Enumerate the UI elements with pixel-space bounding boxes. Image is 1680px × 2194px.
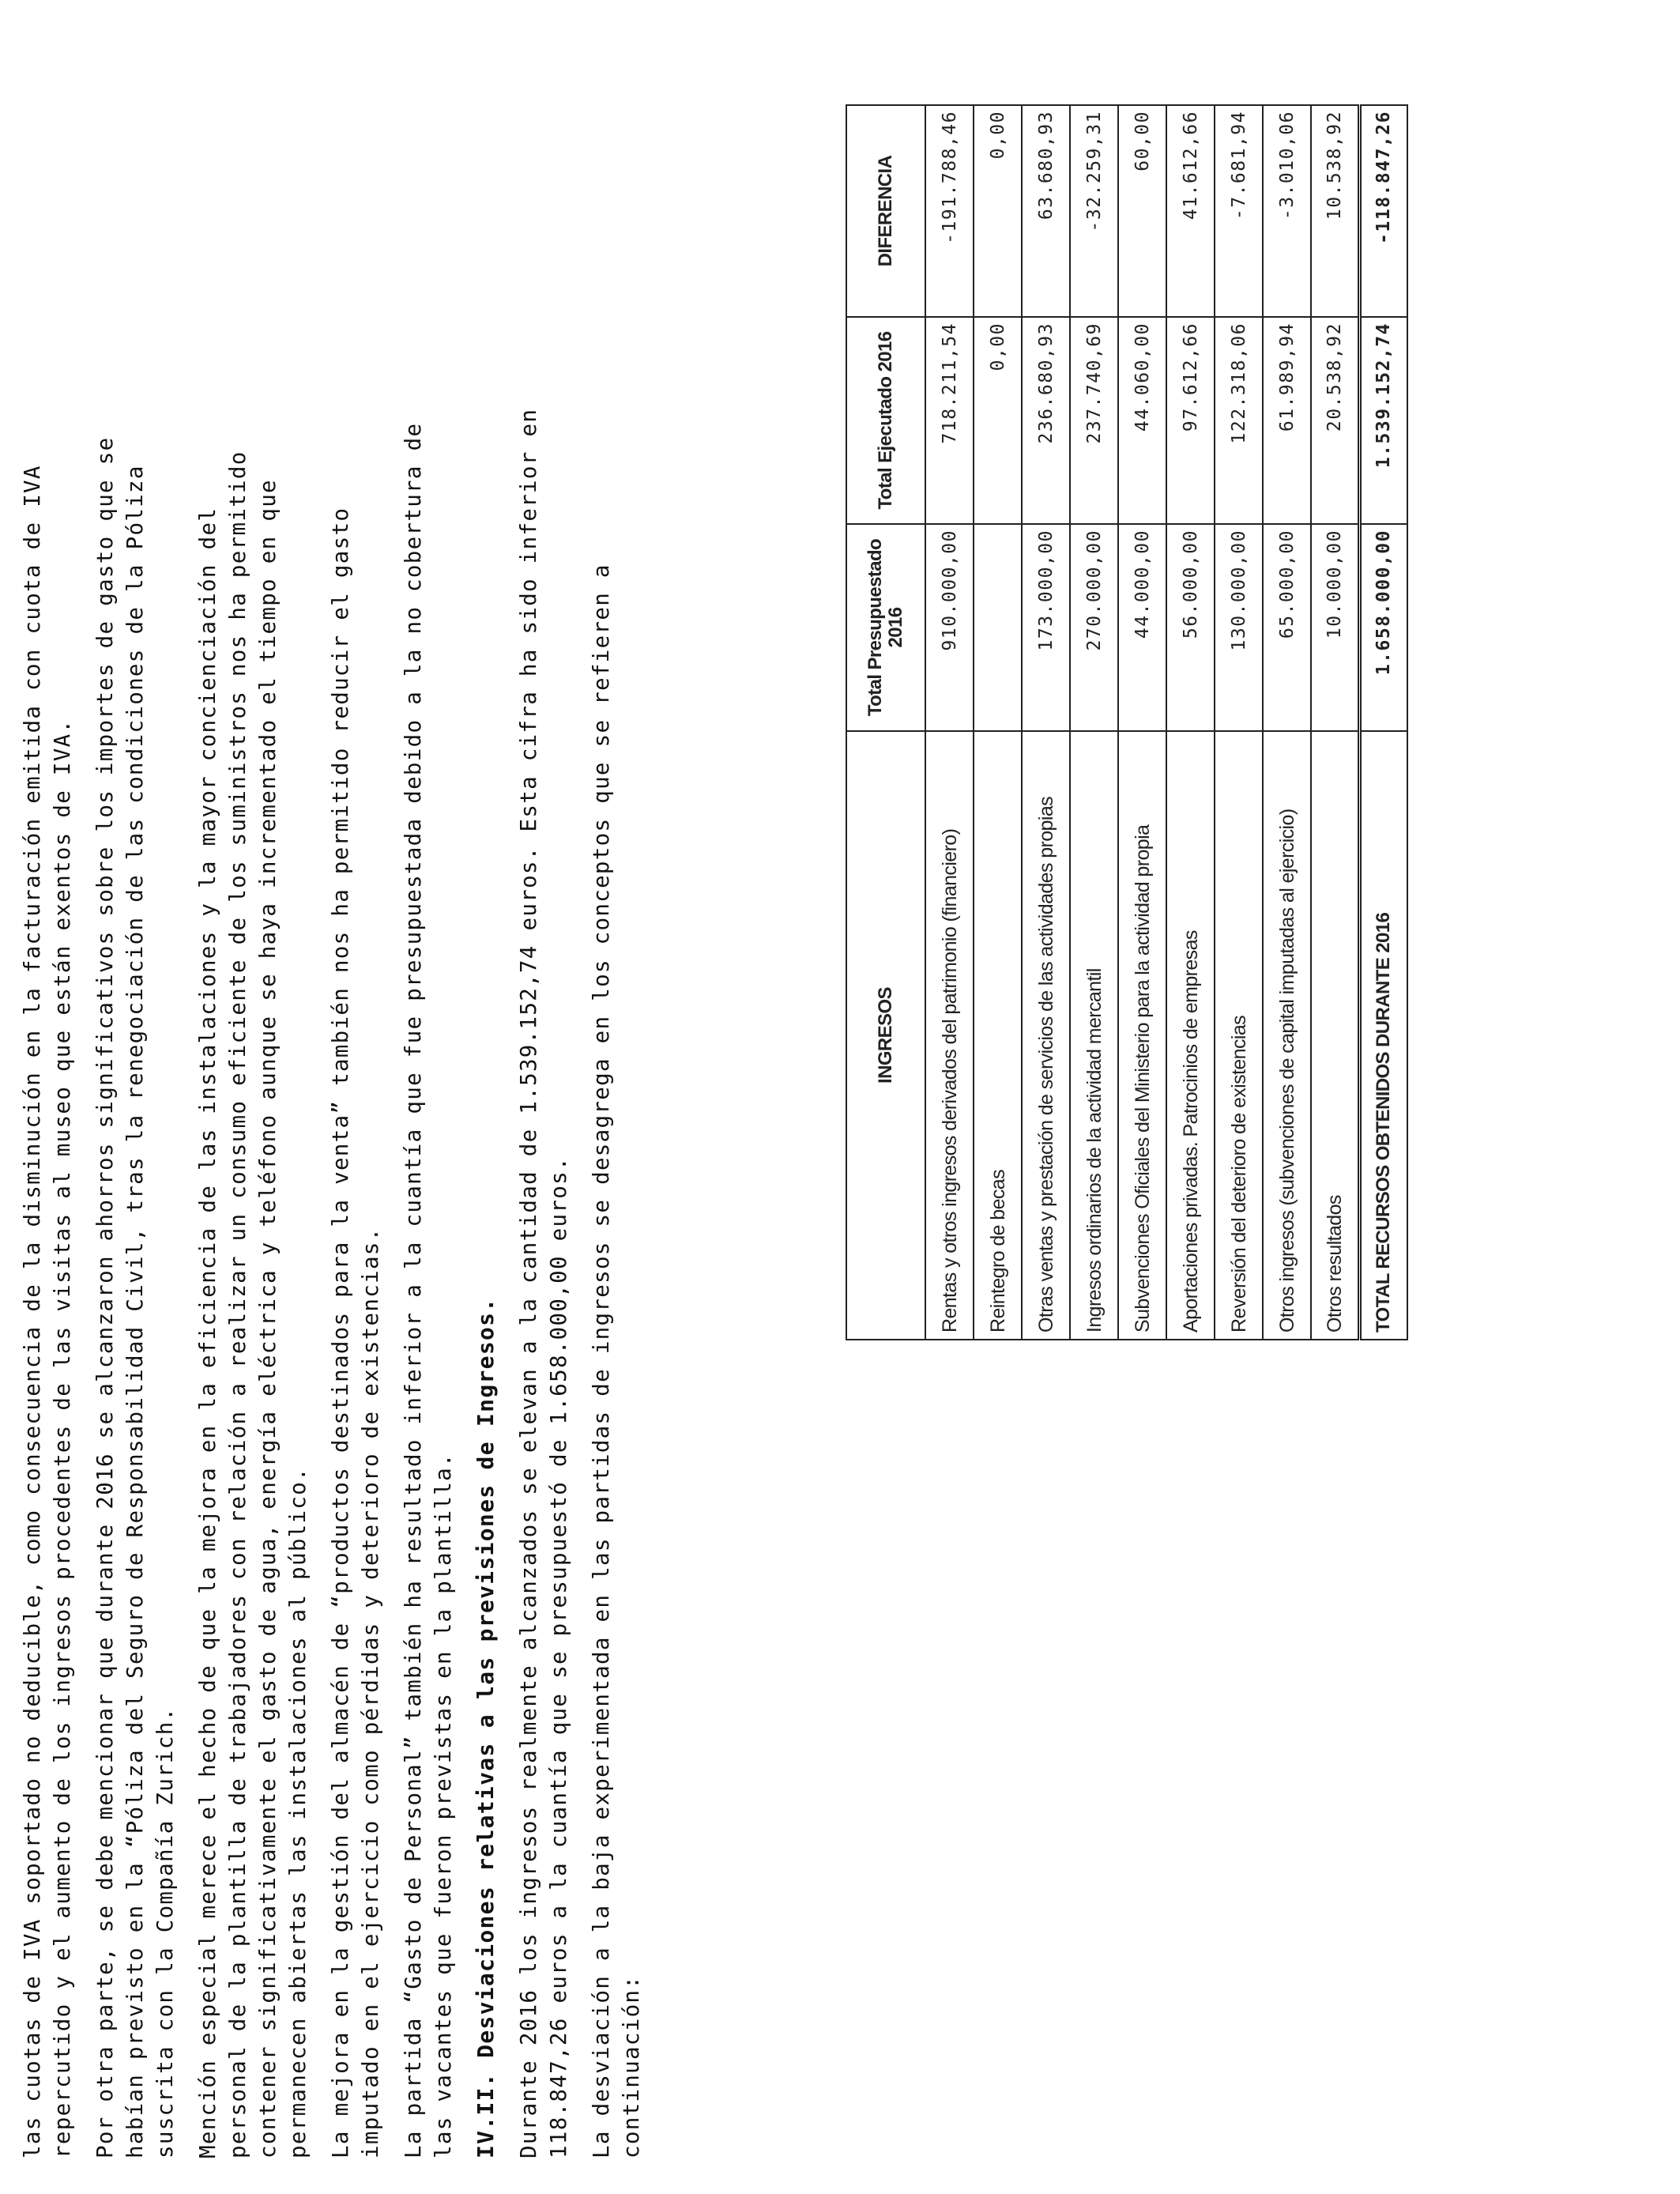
table-row [1022,105,1070,1340]
row-difference: -3.010,06 [1263,105,1311,317]
row-concept: Reintegro de becas [974,731,1022,1340]
total-concept: TOTAL RECURSOS OBTENIDOS DURANTE 2016 [1359,731,1407,1340]
table-row [1263,105,1311,1340]
row-concept: Reversión del deterioro de existencias [1215,731,1263,1340]
body-paragraph [193,47,313,2158]
row-budget: 910.000,00 [925,524,974,731]
table-row [974,105,1022,1340]
row-concept: Otros ingresos (subvenciones de capital imputadas al ejercicio) [1263,731,1311,1340]
table-body [925,105,1359,1340]
row-difference: 41.612,66 [1166,105,1215,317]
paragraph-line: La partida “Gasto de Personal” también ha resultado inferior a la cuantía que fue presupuestada debido a la no cobertura de [401,422,426,2158]
income-deviation-table [846,104,1408,1340]
paragraph-line: suscrita con la Compañía Zurich. [153,1706,178,2158]
paragraph-line: Por otra parte, se debe mencionar que durante 2016 se alcanzaron ahorros significativos sobre los importes de gasto que se [92,436,118,2158]
paragraph-line: las cuotas de IVA soportado no deducible, como consecuencia de la disminución en la facturación emitida con cuota de IVA [20,465,45,2158]
paragraph-line: habían previsto en la “Póliza del Seguro de Responsabilidad Civil, tras la renegociación de las condiciones de la Póliza [122,465,148,2158]
row-executed: 44.060,00 [1118,317,1166,524]
row-executed: 0,00 [974,317,1022,524]
paragraph-line: permanecen abiertas las instalaciones al público. [285,1467,311,2158]
row-budget: 173.000,00 [1022,524,1070,731]
row-executed: 20.538,92 [1311,317,1359,524]
body-paragraph [586,47,646,2158]
row-budget: 65.000,00 [1263,524,1311,731]
total-budget: 1.658.000,00 [1359,524,1407,731]
row-difference: 10.538,92 [1311,105,1359,317]
paragraphs-after-heading [514,47,646,2158]
row-budget: 130.000,00 [1215,524,1263,731]
row-executed: 61.989,94 [1263,317,1311,524]
header-concept: INGRESOS [846,731,925,1340]
paragraph-line: Durante 2016 los ingresos realmente alcanzados se elevan a la cantidad de 1.539.152,74 euros. Esta cifra ha sido inferior en [516,408,541,2158]
row-difference: -191.788,46 [925,105,974,317]
paragraph-line: 118.847,26 euros a la cuantía que se presupuestó de 1.658.000,00 euros. [546,1156,571,2158]
income-table-container [846,104,1408,1340]
table-row [925,105,974,1340]
paragraph-line: las vacantes que fueron previstas en la plantilla. [431,1453,456,2158]
paragraph-line: La desviación a la baja experimentada en las partidas de ingresos se desagrega en los conceptos que se refieren a [589,564,614,2158]
row-difference: -7.681,94 [1215,105,1263,317]
row-executed: 718.211,54 [925,317,974,524]
total-difference: -118.847,26 [1359,105,1407,317]
row-executed: 236.680,93 [1022,317,1070,524]
body-paragraph [398,47,458,2158]
paragraph-line: personal de la plantilla de trabajadores con relación a realizar un consumo eficiente de los suministros nos ha permitido [225,450,250,2158]
section-heading: IV.II. Desviaciones relativas a las previsiones de Ingresos. [473,1297,499,2158]
row-difference: 60,00 [1118,105,1166,317]
table-row [1166,105,1215,1340]
paragraph-line: continuación: [619,1974,644,2158]
paragraph-line: Mención especial merece el hecho de que la mejora en la eficiencia de las instalaciones y la mayor concienciación del [195,507,220,2158]
header-budget: Total Presupuestado 2016 [846,524,925,731]
row-budget [974,524,1022,731]
body-paragraph [326,47,386,2158]
table-total-row [1359,105,1407,1340]
body-paragraph [90,47,180,2158]
paragraph-line: La mejora en la gestión del almacén de “productos destinados para la venta” también nos ha permitido reducir el gasto [328,507,353,2158]
row-concept: Ingresos ordinarios de la actividad mercantil [1070,731,1118,1340]
row-executed: 97.612,66 [1166,317,1215,524]
row-difference: 0,00 [974,105,1022,317]
paragraph-line: contener significativamente el gasto de agua, energía eléctrica y teléfono aunque se haya incrementado el tiempo en que [255,479,281,2158]
row-difference: -32.259,31 [1070,105,1118,317]
row-concept: Rentas y otros ingresos derivados del patrimonio (financiero) [925,731,974,1340]
row-budget: 270.000,00 [1070,524,1118,731]
row-concept: Aportaciones privadas. Patrocinios de empresas [1166,731,1215,1340]
body-paragraph [17,47,77,2158]
row-budget: 56.000,00 [1166,524,1215,731]
header-difference: DIFERENCIA [846,105,925,317]
table-row [1070,105,1118,1340]
header-executed: Total Ejecutado 2016 [846,317,925,524]
row-executed: 122.318,06 [1215,317,1263,524]
paragraph-line: repercutido y el aumento de los ingresos procedentes de las visitas al museo que están exentos de IVA. [50,718,75,2158]
row-executed: 237.740,69 [1070,317,1118,524]
row-concept: Otros resultados [1311,731,1359,1340]
row-difference: 63.680,93 [1022,105,1070,317]
row-concept: Otras ventas y prestación de servicios de las actividades propias [1022,731,1070,1340]
table-row [1118,105,1166,1340]
row-budget: 10.000,00 [1311,524,1359,731]
table-header-row [846,105,925,1340]
row-concept: Subvenciones Oficiales del Ministerio para la actividad propia [1118,731,1166,1340]
total-executed: 1.539.152,74 [1359,317,1407,524]
row-budget: 44.000,00 [1118,524,1166,731]
paragraph-line: imputado en el ejercicio como pérdidas y deterioro de existencias. [358,1227,383,2158]
table-row [1215,105,1263,1340]
paragraphs-before-heading [17,47,458,2158]
body-paragraph [514,47,574,2158]
table-row [1311,105,1359,1340]
